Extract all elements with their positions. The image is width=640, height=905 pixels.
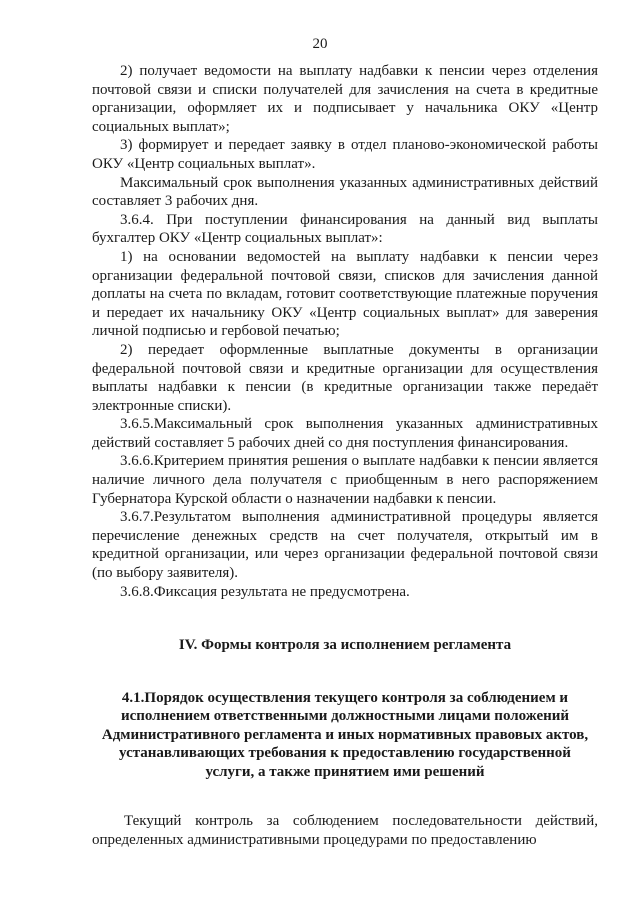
paragraph-3-6-4: 3.6.4. При поступлении финансирования на данный вид выплаты бухгалтер ОКУ «Центр социальных выплат»: [92, 211, 598, 247]
subsection-title: 4.1.Порядок осуществления текущего контроля за соблюдением и исполнением ответственными должностными лицами положений Административного регламента и иных нормативных правовых актов, устанавливающих требования к предоставлению государственной услуги, а также принятием ими решений [101, 690, 589, 780]
section-title: IV. Формы контроля за исполнением регламента [178, 637, 512, 653]
paragraph-2-receives-statements: 2) получает ведомости на выплату надбавки к пенсии через отделения почтовой связи и списки получателей для зачисления на счета в кредитные организации, оформляет их и подписывает у начальника ОКУ «Центр социальных выплат»; [92, 63, 598, 135]
paragraph-max-term-3-days: Максимальный срок выполнения указанных административных действий составляет 3 рабочих дня. [92, 174, 598, 210]
paragraph-2-transfers-documents: 2) передает оформленные выплатные документы в организации федеральной почтовой связи и кредитные организации для осуществления выплаты надбавки к пенсии (в кредитные организации также передаёт электронные списки). [92, 341, 598, 414]
body-text [92, 62, 598, 601]
paragraph-3-6-7: 3.6.7.Результатом выполнения административной процедуры является перечисление денежных средств на счет получателя, открытый им в кредитной организации, или через организации федеральной почтовой связи (по выбору заявителя). [92, 509, 598, 582]
paragraph-current-control: Текущий контроль за соблюдением последовательности действий, определенных административными процедурами по предоставлению [92, 813, 598, 848]
paragraph-3-forms-request: 3) формирует и передает заявку в отдел планово-экономической работы ОКУ «Центр социальных выплат». [92, 137, 598, 172]
paragraph-3-6-5: 3.6.5.Максимальный срок выполнения указанных административных действий составляет 5 рабочих дней со дня поступления финансирования. [92, 416, 598, 451]
paragraph-3-6-8: 3.6.8.Фиксация результата не предусмотрена. [120, 583, 410, 600]
paragraph-1-payment-orders: 1) на основании ведомостей на выплату надбавки к пенсии через организации федеральной почтовой связи, списков для зачисления данной доплаты на счета по вкладам, готовит соответствующие платежные поручения и передает их начальнику ОКУ «Центр социальных выплат» для заверения личной подписью и гербовой печатью; [92, 248, 598, 340]
paragraph-3-6-6: 3.6.6.Критерием принятия решения о выплате надбавки к пенсии является наличие личного дела получателя с приобщенным в него распоряжением Губернатора Курской области о назначении надбавки к пенсии. [92, 453, 598, 507]
final-text [92, 812, 598, 850]
page-number: 20 [312, 36, 328, 52]
